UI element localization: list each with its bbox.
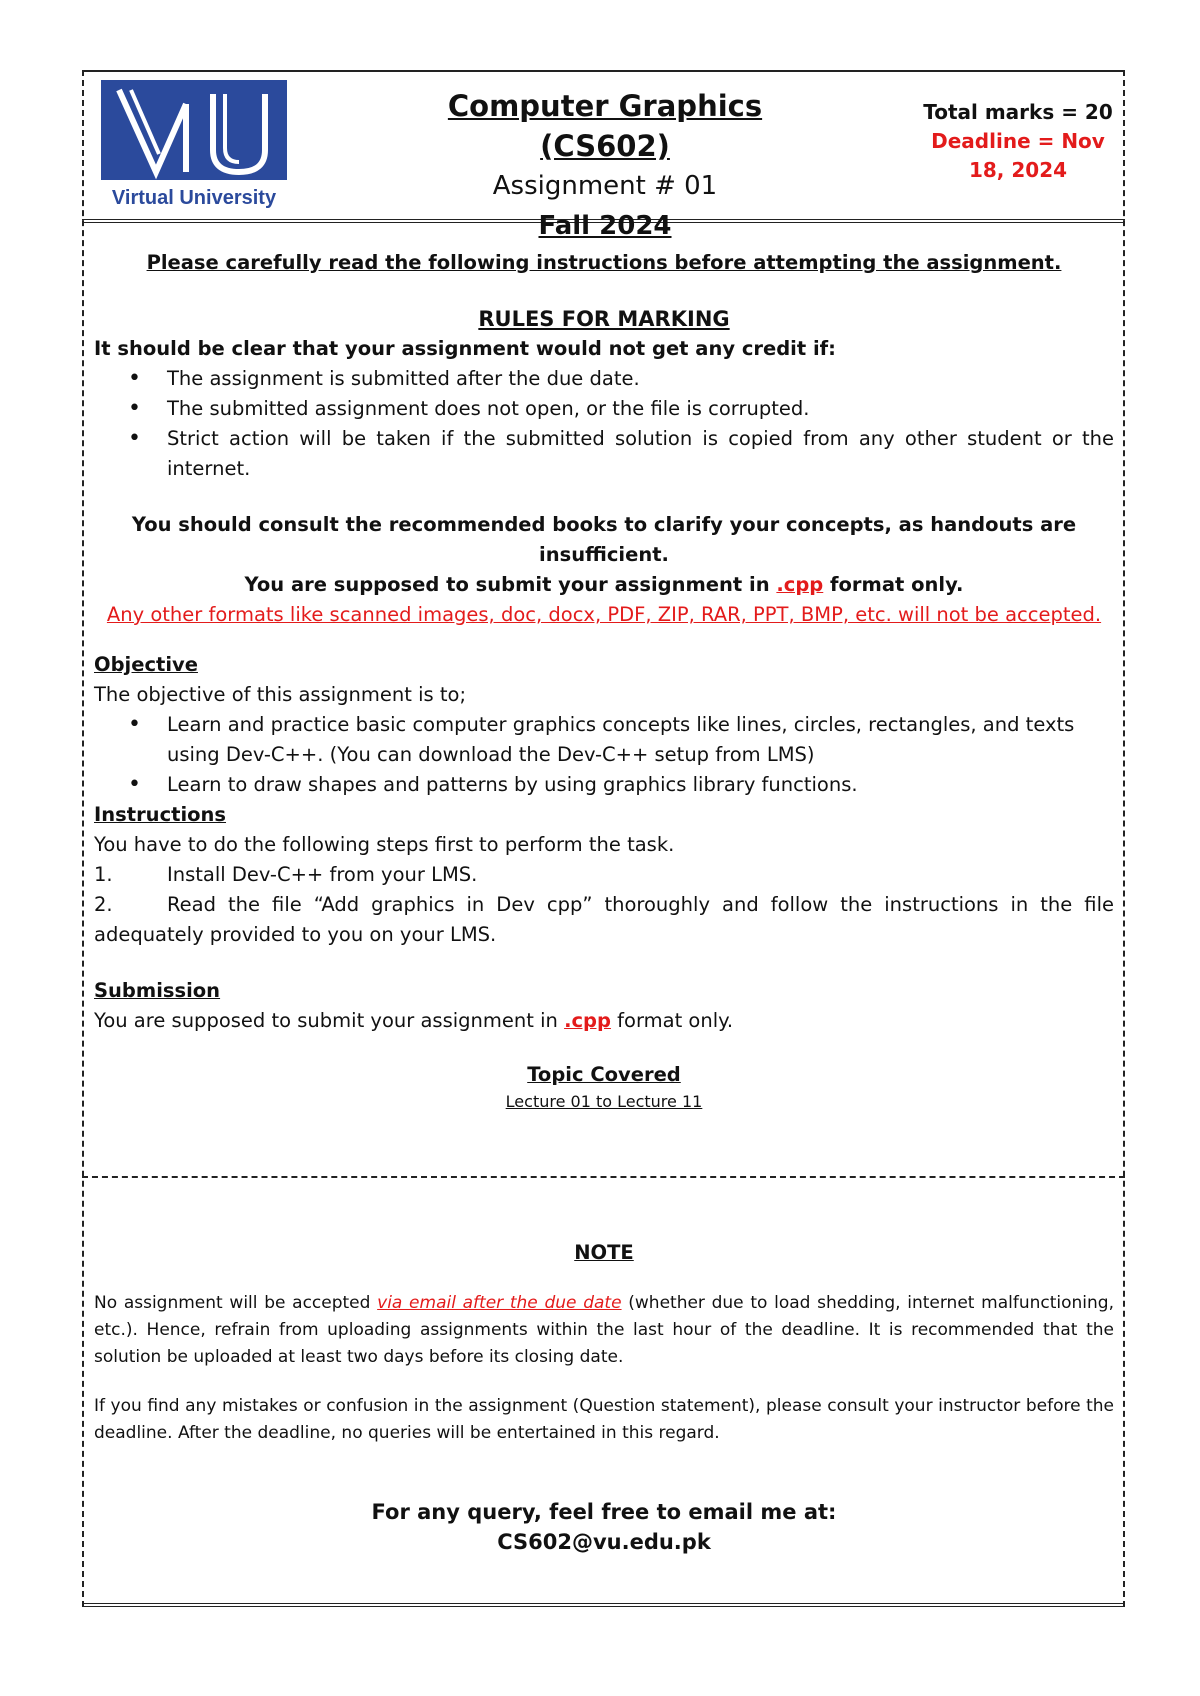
- term: Fall 2024: [538, 211, 672, 241]
- objective-list: [94, 710, 1114, 800]
- step-2-text: Read the file “Add graphics in Dev cpp” thoroughly and follow the instructions in the file adequately provided to you on your LMS.: [94, 893, 1114, 946]
- note-paragraph: No assignment will be accepted via email after the due date (whether due to load shedding, internet malfunctioning, etc.). Hence, refrain from uploading assignments within the last hour of the deadline. It is recommended that the solution be uploaded at least two days before its closing date.: [94, 1293, 1114, 1367]
- rules-lead: It should be clear that your assignment would not get any credit if:: [94, 337, 836, 360]
- main-content: [94, 248, 1114, 1114]
- header-title-block: [380, 86, 830, 246]
- step-item: 1. Install Dev-C++ from your LMS.: [94, 863, 478, 886]
- list-item: • The submitted assignment does not open, or the file is corrupted.: [94, 394, 1114, 424]
- list-item: • Learn to draw shapes and patterns by using graphics library functions.: [94, 770, 1114, 800]
- logo-caption: Virtual University: [111, 187, 277, 209]
- rules-list: [94, 364, 1114, 484]
- note-divider: [82, 1176, 1125, 1178]
- submission-text: You are supposed to submit your assignment in .cpp format only.: [94, 1009, 734, 1032]
- rules-heading: RULES FOR MARKING: [478, 307, 730, 331]
- format-warning: Any other formats like scanned images, doc, docx, PDF, ZIP, RAR, PPT, BMP, etc. will not be accepted.: [106, 603, 1102, 626]
- step-item: 2.: [94, 893, 113, 916]
- vu-logo-icon: [101, 80, 287, 211]
- top-border: [82, 70, 1125, 72]
- deadline: Deadline = Nov 18, 2024: [931, 129, 1105, 182]
- email-warning: via email after the due date: [377, 1293, 622, 1313]
- course-title: Computer Graphics (CS602): [447, 89, 763, 163]
- topic-heading: Topic Covered: [527, 1063, 681, 1086]
- total-marks: Total marks = 20: [923, 100, 1113, 124]
- instructions-section-heading: Instructions: [94, 803, 227, 826]
- assignment-number: Assignment # 01: [492, 171, 718, 201]
- marks-block: [918, 98, 1118, 185]
- instructions-heading: Please carefully read the following instructions before attempting the assignment.: [146, 251, 1062, 274]
- contact-email[interactable]: CS602@vu.edu.pk: [497, 1530, 711, 1554]
- topic-range: Lecture 01 to Lecture 11: [505, 1092, 703, 1111]
- cpp-format: .cpp: [776, 573, 824, 596]
- submission-heading: Submission: [94, 979, 221, 1002]
- list-item: • Learn and practice basic computer graphics concepts like lines, circles, rectangles, and texts using Dev-C++. (You can download the Dev-C++ setup from LMS): [94, 710, 1114, 770]
- vu-logo: [101, 80, 287, 211]
- contact-line: For any query, feel free to email me at:: [371, 1500, 837, 1524]
- consult-line: You should consult the recommended books to clarify your concepts, as handouts are insufficient.: [131, 513, 1077, 566]
- objective-heading: Objective: [94, 653, 198, 676]
- instructions-lead: You have to do the following steps first to perform the task.: [94, 833, 675, 856]
- note-section: [94, 1238, 1114, 1557]
- bottom-border: [82, 1603, 1125, 1607]
- list-item: • Strict action will be taken if the submitted solution is copied from any other student or the internet.: [94, 424, 1114, 484]
- cpp-format: .cpp: [564, 1009, 611, 1032]
- note-paragraph: If you find any mistakes or confusion in the assignment (Question statement), please consult your instructor before the deadline. After the deadline, no queries will be entertained in this regard.: [94, 1396, 1114, 1443]
- list-item: • The assignment is submitted after the due date.: [94, 364, 1114, 394]
- note-heading: NOTE: [574, 1241, 634, 1264]
- objective-lead: The objective of this assignment is to;: [94, 683, 467, 706]
- format-line: You are supposed to submit your assignment in .cpp format only.: [244, 573, 964, 596]
